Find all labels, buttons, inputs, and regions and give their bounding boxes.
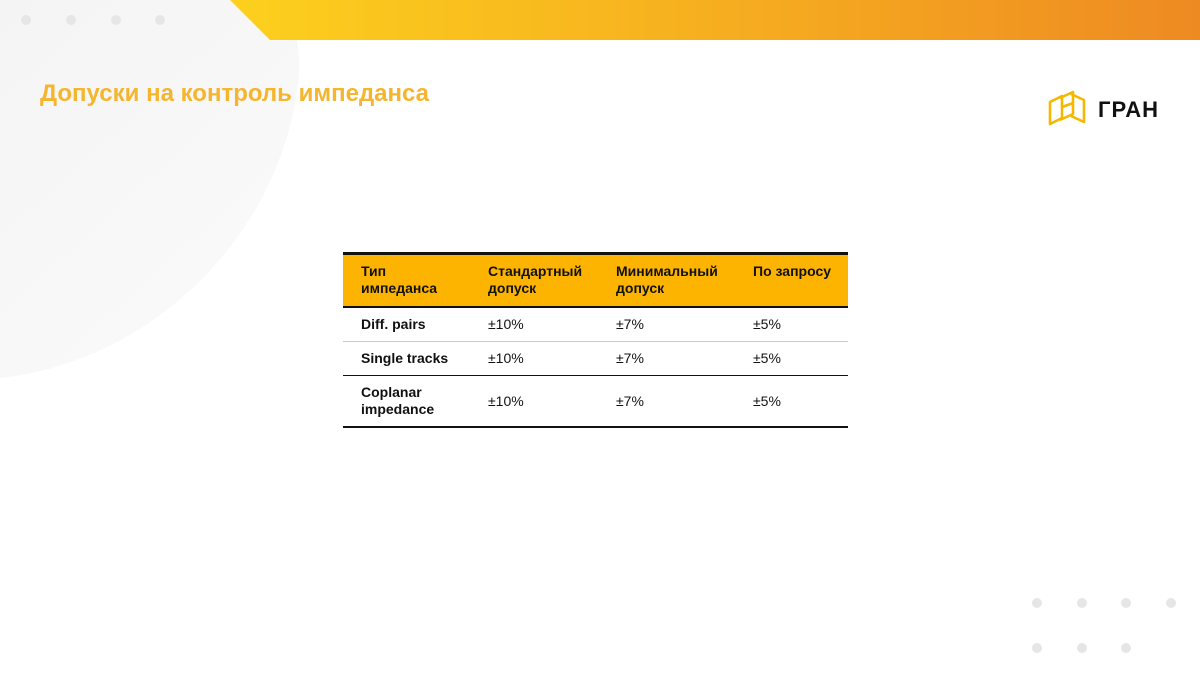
- cell-on-request: ±5%: [753, 350, 781, 366]
- cell-standard: ±10%: [488, 350, 524, 366]
- decor-dot: [1077, 643, 1087, 653]
- header-on-request: По запросу: [735, 254, 848, 308]
- cell-on-request: ±5%: [753, 392, 781, 409]
- cell-minimal: ±7%: [616, 392, 644, 409]
- decor-dot: [1121, 598, 1131, 608]
- table-row: [343, 307, 848, 342]
- table-header-row: [343, 254, 848, 308]
- cell-minimal: ±7%: [616, 316, 644, 332]
- header-type: Тип импеданса: [343, 254, 470, 308]
- cell-standard: ±10%: [488, 316, 524, 332]
- decor-dot: [1032, 598, 1042, 608]
- page-title: Допуски на контроль импеданса: [40, 80, 430, 107]
- cell-minimal: ±7%: [616, 350, 644, 366]
- cell-type: Single tracks: [361, 350, 449, 366]
- decor-dot: [155, 15, 165, 25]
- decor-dot: [1121, 643, 1131, 653]
- cell-type: Coplanar impedance: [361, 384, 435, 417]
- top-gradient-bar: [230, 0, 1200, 40]
- decor-dot: [1166, 598, 1176, 608]
- logo-text: ГРАН: [1098, 97, 1159, 122]
- decor-dot: [1077, 598, 1087, 608]
- impedance-tolerance-table: [343, 252, 848, 428]
- decor-dot: [1032, 643, 1042, 653]
- decor-dot: [21, 15, 31, 25]
- cell-on-request: ±5%: [753, 316, 781, 332]
- table-row: [343, 376, 848, 428]
- header-minimal: Минимальный допуск: [598, 254, 735, 308]
- decor-dot: [66, 15, 76, 25]
- cell-standard: ±10%: [488, 392, 524, 409]
- header-standard: Стандартный допуск: [470, 254, 598, 308]
- background-shape: [0, 0, 313, 380]
- decor-dot: [111, 15, 121, 25]
- table-row: [343, 342, 848, 376]
- gran-logo-icon: [1046, 88, 1090, 132]
- gran-logo: [1046, 88, 1159, 132]
- cell-type: Diff. pairs: [361, 316, 426, 332]
